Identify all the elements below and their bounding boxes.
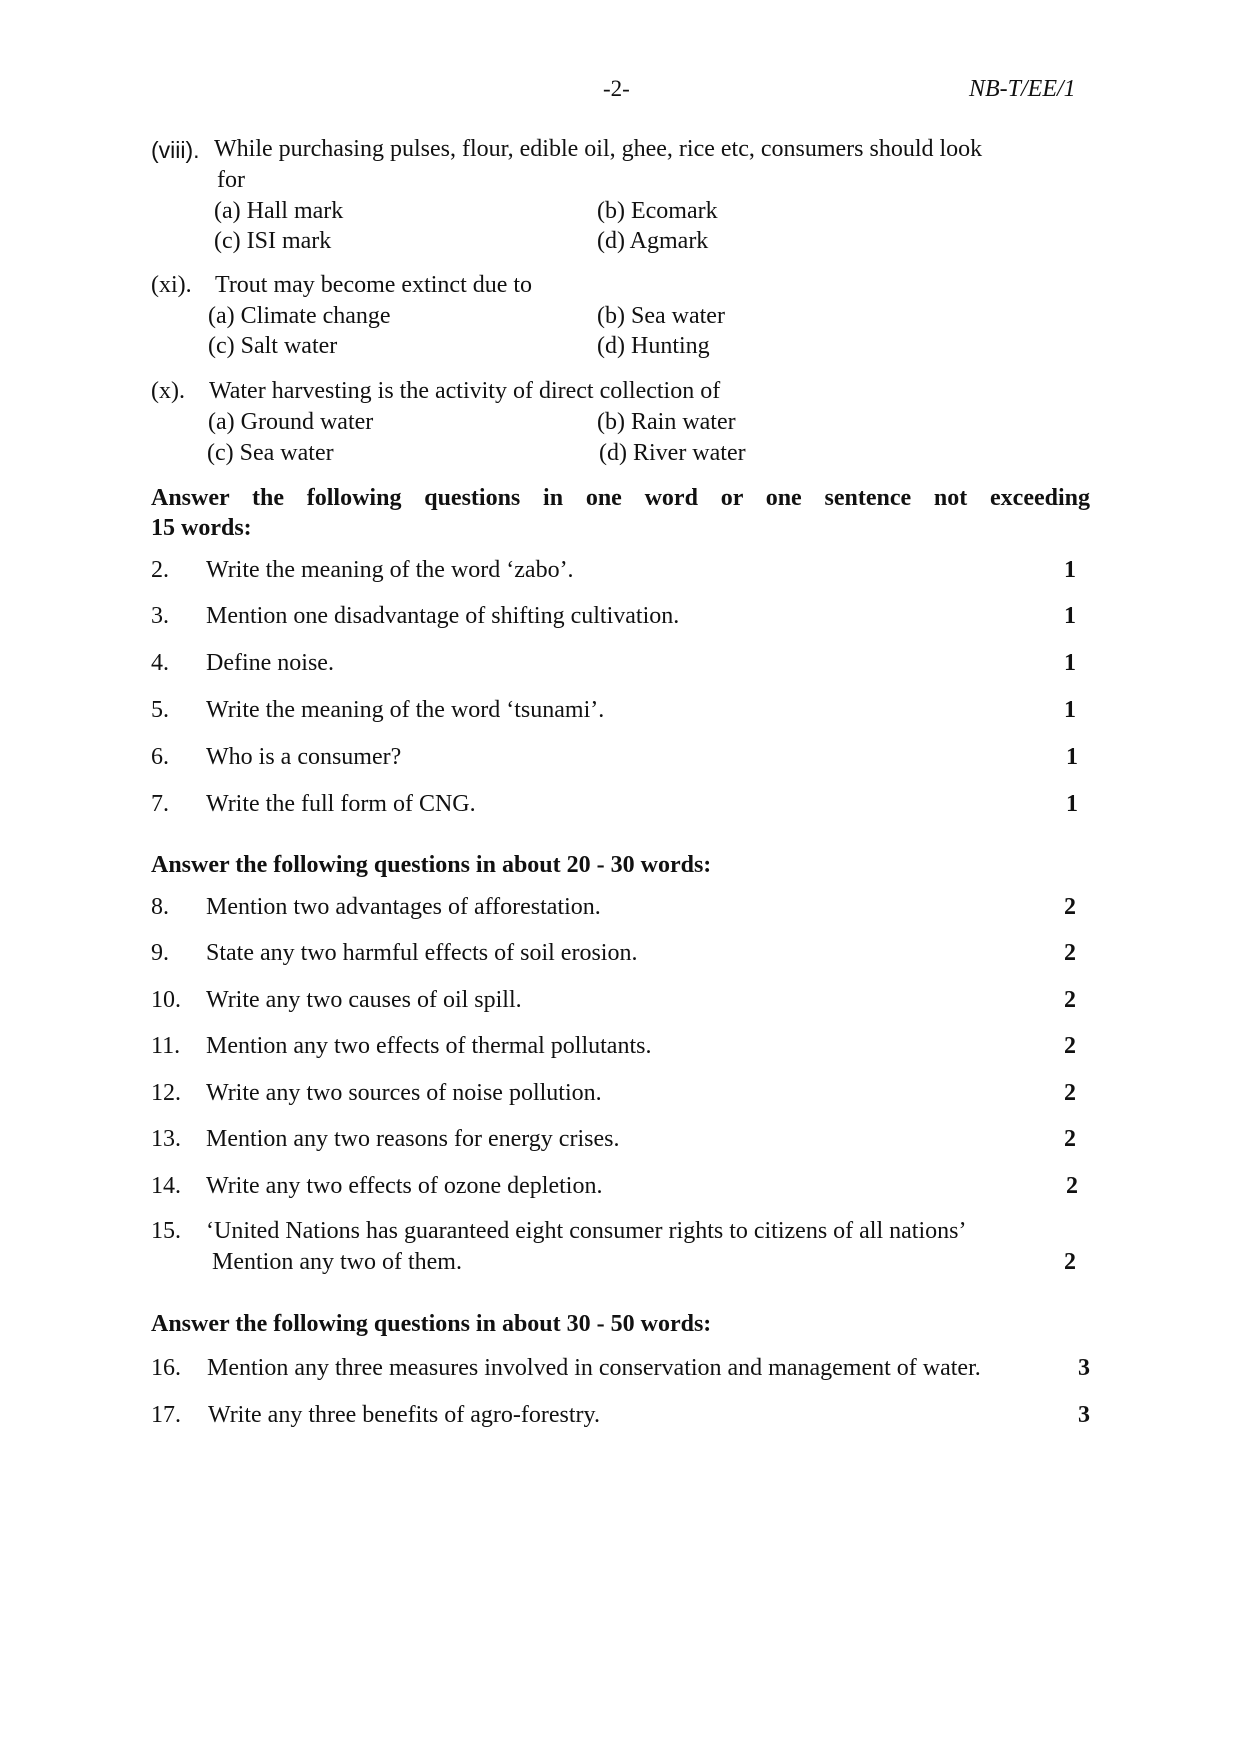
question-marks: 2 bbox=[1064, 987, 1076, 1013]
mcq-number: (viii). bbox=[151, 137, 200, 163]
mcq-number: (x). bbox=[151, 378, 185, 404]
question-text: Mention any three measures involved in conservation and management of water. bbox=[207, 1355, 981, 1381]
mcq-number: (xi). bbox=[151, 272, 192, 298]
question-text: Write the full form of CNG. bbox=[206, 791, 476, 817]
section-heading bbox=[151, 483, 1090, 543]
question-number: 10. bbox=[151, 987, 181, 1013]
mcq-option-a: (a) Hall mark bbox=[214, 198, 344, 224]
question-number: 17. bbox=[151, 1402, 181, 1428]
question-number: 12. bbox=[151, 1080, 181, 1106]
section-heading-line1: Answer the following questions in one word or one sentence not exceeding bbox=[151, 485, 1090, 511]
question-number: 13. bbox=[151, 1126, 181, 1152]
question-marks: 2 bbox=[1064, 940, 1076, 966]
question-text: Write any two sources of noise pollution. bbox=[206, 1080, 602, 1106]
question-marks: 3 bbox=[1078, 1402, 1090, 1428]
section-heading: Answer the following questions in about 30 - 50 words: bbox=[151, 1311, 712, 1337]
question-text: Write any two effects of ozone depletion. bbox=[206, 1173, 603, 1199]
mcq-option-c: (c) ISI mark bbox=[214, 228, 332, 254]
question-marks: 2 bbox=[1064, 1249, 1076, 1275]
mcq-option-d: (d) River water bbox=[599, 440, 746, 466]
mcq-option-d: (d) Hunting bbox=[597, 333, 710, 359]
mcq-option-b: (b) Ecomark bbox=[597, 198, 718, 224]
mcq-question-continued: for bbox=[217, 167, 245, 193]
question-number: 5. bbox=[151, 697, 169, 723]
question-number: 14. bbox=[151, 1173, 181, 1199]
page-number: -2- bbox=[603, 76, 630, 101]
question-text: Write any two causes of oil spill. bbox=[206, 987, 522, 1013]
mcq-option-c: (c) Sea water bbox=[207, 440, 334, 466]
question-marks: 1 bbox=[1064, 650, 1076, 676]
question-number: 6. bbox=[151, 744, 169, 770]
question-marks: 2 bbox=[1066, 1173, 1078, 1199]
question-number: 16. bbox=[151, 1355, 181, 1381]
question-text: Write any three benefits of agro-forestry. bbox=[208, 1402, 600, 1428]
question-marks: 1 bbox=[1064, 603, 1076, 629]
question-number: 4. bbox=[151, 650, 169, 676]
question-marks: 1 bbox=[1064, 557, 1076, 583]
question-marks: 2 bbox=[1064, 1080, 1076, 1106]
question-number: 9. bbox=[151, 940, 169, 966]
question-text: Who is a consumer? bbox=[206, 744, 402, 770]
mcq-question: While purchasing pulses, flour, edible oil, ghee, rice etc, consumers should look bbox=[214, 136, 983, 162]
question-text: Write the meaning of the word ‘zabo’. bbox=[206, 557, 574, 583]
question-text: State any two harmful effects of soil erosion. bbox=[206, 940, 638, 966]
question-text: Mention any two effects of thermal pollutants. bbox=[206, 1033, 652, 1059]
section-heading-line2: 15 words: bbox=[151, 515, 252, 541]
question-number: 8. bbox=[151, 894, 169, 920]
question-marks: 2 bbox=[1064, 1033, 1076, 1059]
mcq-question: Trout may become extinct due to bbox=[215, 272, 533, 298]
question-marks: 2 bbox=[1064, 894, 1076, 920]
question-number: 11. bbox=[151, 1033, 181, 1059]
paper-code: NB-T/EE/1 bbox=[969, 76, 1076, 102]
question-text: Mention any two reasons for energy crises. bbox=[206, 1126, 620, 1152]
question-text: Define noise. bbox=[206, 650, 334, 676]
question-text-continued: Mention any two of them. bbox=[212, 1249, 462, 1275]
question-number: 15. bbox=[151, 1218, 181, 1244]
question-text: Mention one disadvantage of shifting cultivation. bbox=[206, 603, 680, 629]
question-marks: 2 bbox=[1064, 1126, 1076, 1152]
mcq-question: Water harvesting is the activity of direct collection of bbox=[209, 378, 721, 404]
question-marks: 3 bbox=[1078, 1355, 1090, 1381]
mcq-option-c: (c) Salt water bbox=[208, 333, 338, 359]
mcq-option-a: (a) Ground water bbox=[208, 409, 374, 435]
question-text: Mention two advantages of afforestation. bbox=[206, 894, 601, 920]
question-number: 3. bbox=[151, 603, 169, 629]
question-text: Write the meaning of the word ‘tsunami’. bbox=[206, 697, 605, 723]
question-marks: 1 bbox=[1064, 697, 1076, 723]
mcq-option-b: (b) Sea water bbox=[597, 303, 725, 329]
question-number: 2. bbox=[151, 557, 169, 583]
mcq-option-b: (b) Rain water bbox=[597, 409, 736, 435]
question-number: 7. bbox=[151, 791, 169, 817]
mcq-option-a: (a) Climate change bbox=[208, 303, 391, 329]
question-marks: 1 bbox=[1066, 744, 1078, 770]
mcq-option-d: (d) Agmark bbox=[597, 228, 709, 254]
question-marks: 1 bbox=[1066, 791, 1078, 817]
question-text: ‘United Nations has guaranteed eight consumer rights to citizens of all nations’ bbox=[206, 1218, 967, 1244]
section-heading: Answer the following questions in about 20 - 30 words: bbox=[151, 852, 712, 878]
